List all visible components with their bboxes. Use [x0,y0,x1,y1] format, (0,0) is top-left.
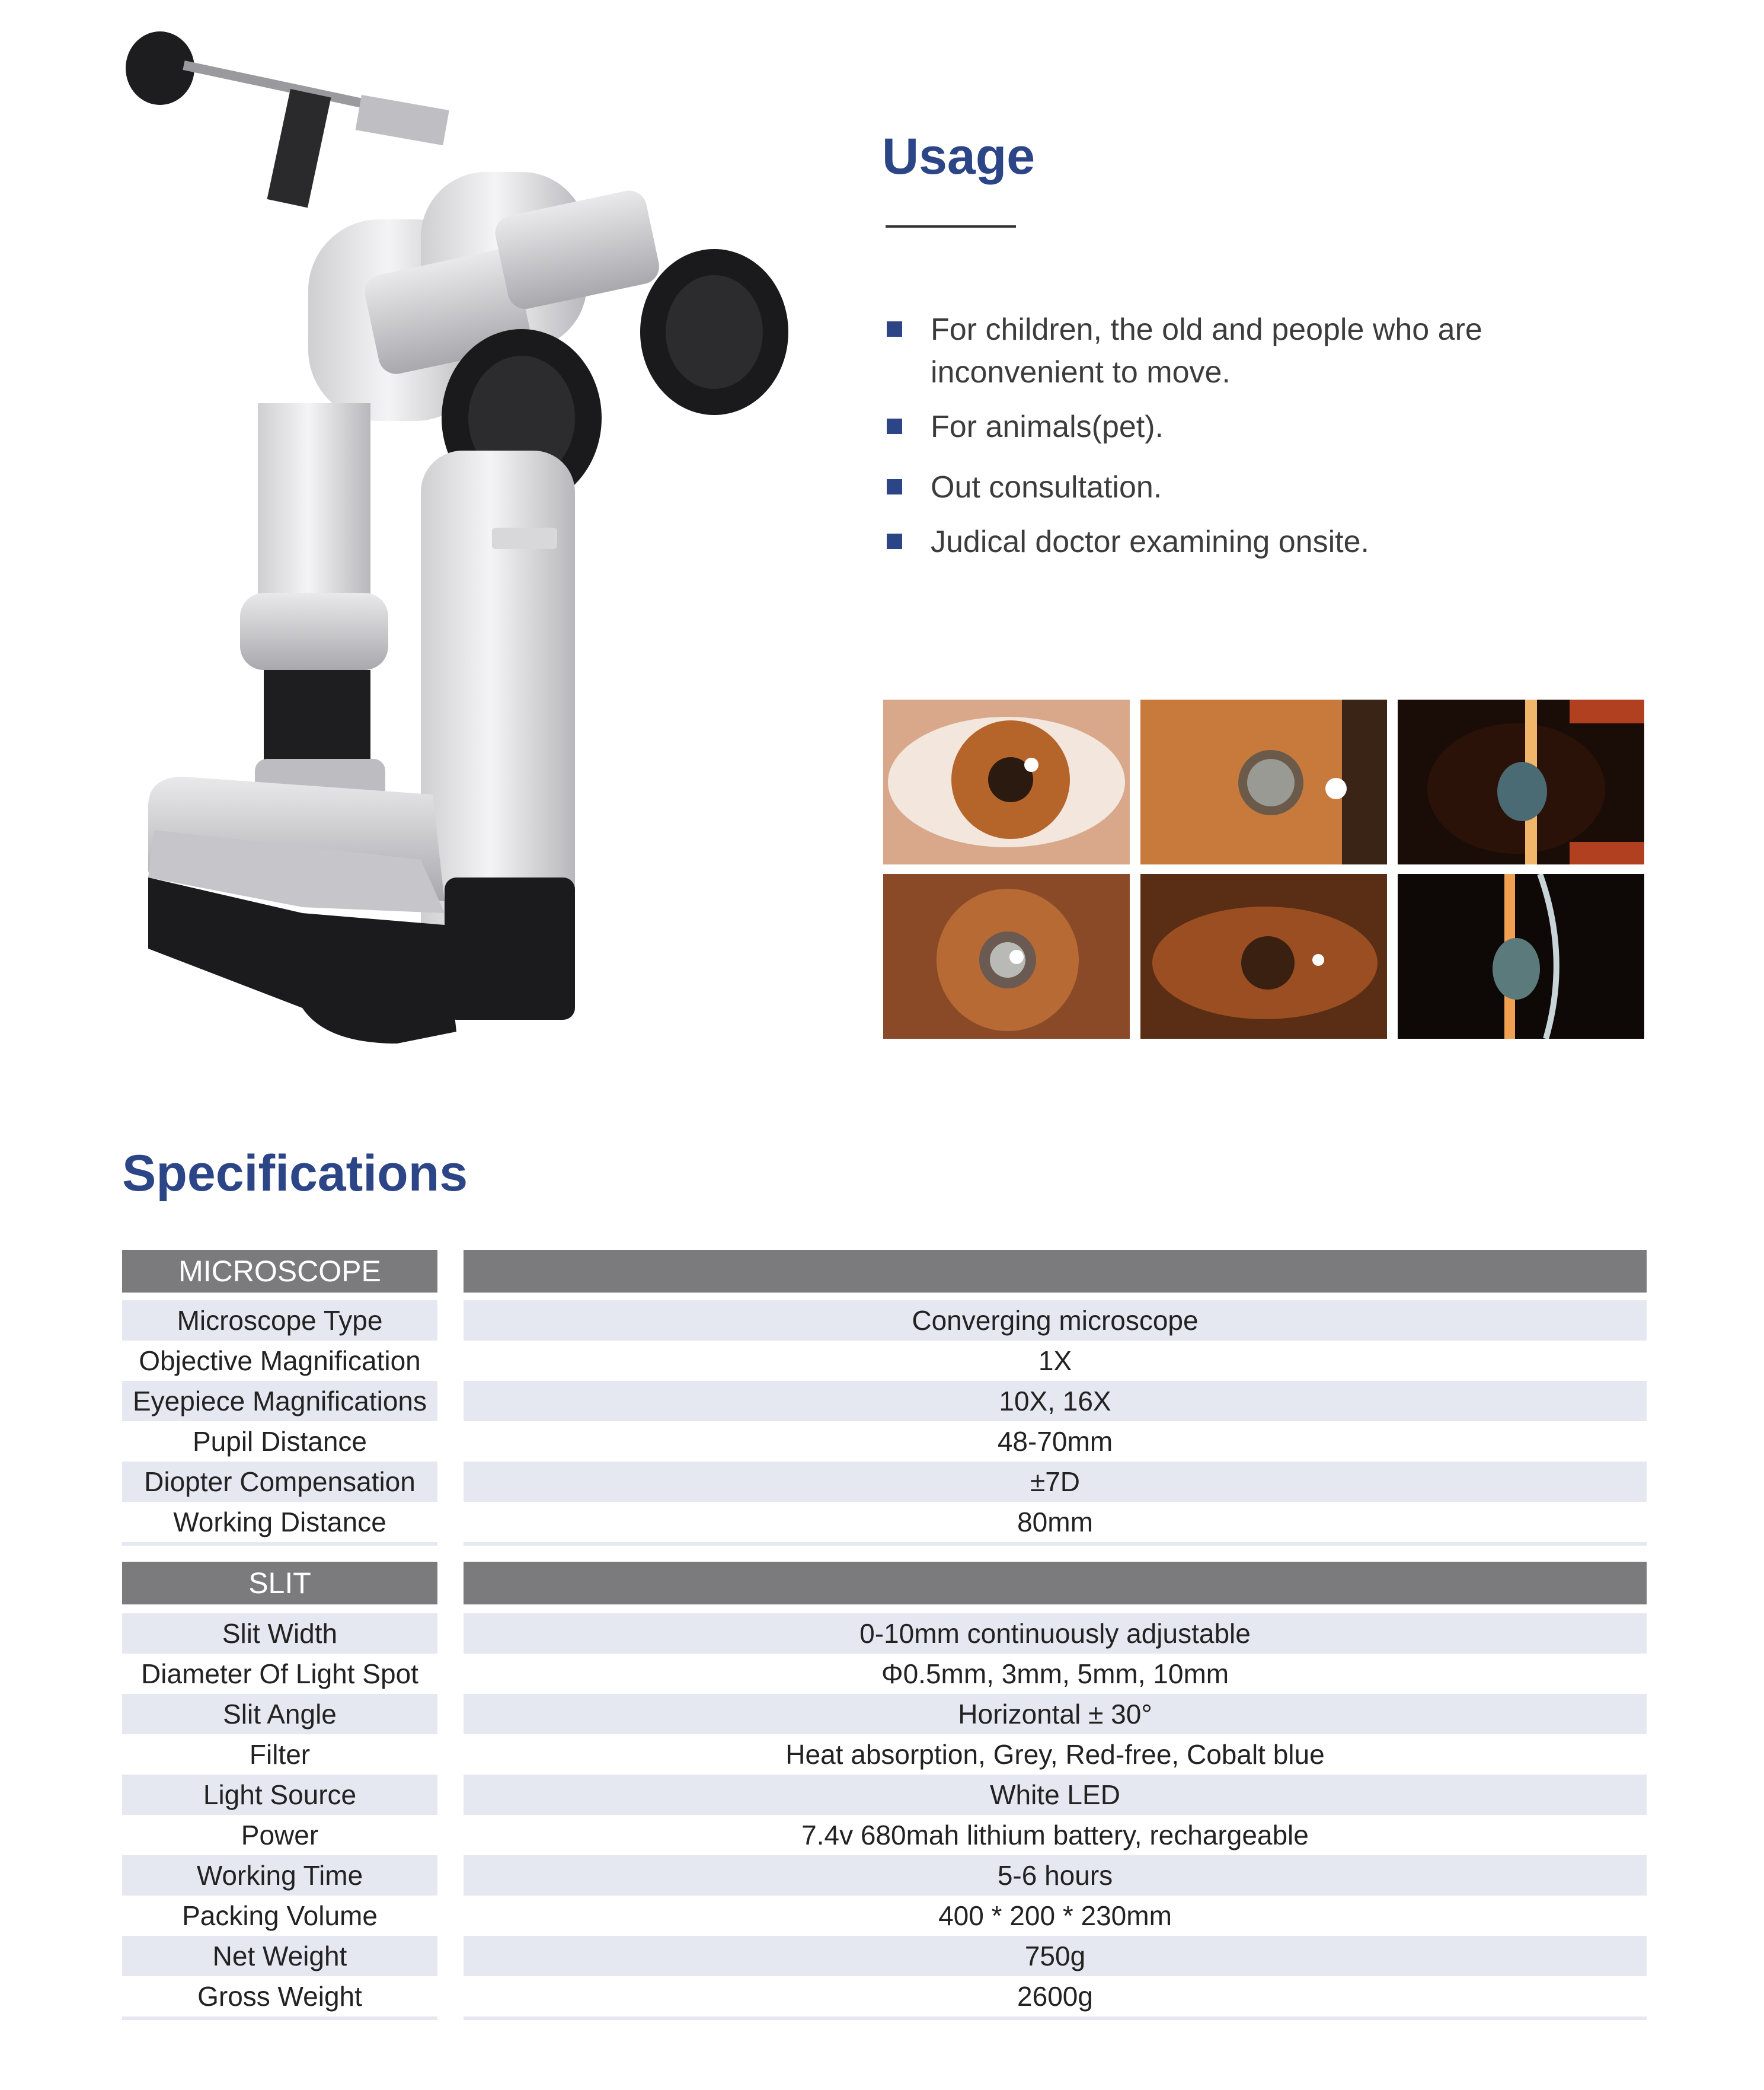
spec-label: Working Distance [173,1507,386,1537]
slit-section-header: SLIT [122,1562,437,1604]
square-bullet-icon [887,321,902,337]
table-divider [464,1542,1647,1546]
spec-label: Filter [249,1739,311,1770]
slit-beam-section-photo [1398,874,1644,1039]
usage-item-text: For children, the old and people who are inconvenient to move. [931,312,1482,390]
usage-item-text: Judical doctor examining onsite. [931,525,1369,559]
spec-label: Microscope Type [122,1300,437,1341]
microscope-section-header: MICROSCOPE [122,1250,437,1293]
spec-label: Light Source [122,1775,437,1815]
usage-item-text: Out consultation. [931,470,1162,505]
spec-label: Packing Volume [182,1900,378,1931]
spec-value: 750g [464,1936,1647,1976]
table-divider [122,1542,437,1546]
spec-value: Φ0.5mm, 3mm, 5mm, 10mm [881,1658,1229,1689]
table-divider [464,2016,1647,2020]
spec-value: ±7D [464,1462,1647,1502]
iris-cataract-photo [883,874,1130,1039]
usage-heading: Usage [882,128,1036,185]
microscope-header-bar [464,1250,1647,1293]
spec-value: Converging microscope [464,1300,1647,1341]
slit-header-bar [464,1562,1647,1604]
spec-label: Eyepiece Magnifications [122,1381,437,1421]
iris-closeup-photo [1140,700,1387,864]
usage-item [883,521,1654,563]
iris-dark-photo [1140,874,1387,1039]
spec-label: Slit Width [122,1613,437,1654]
square-bullet-icon [887,479,902,494]
table-divider [122,2016,437,2020]
usage-item [883,406,1654,448]
spec-label: Objective Magnification [139,1345,421,1376]
spec-label: Net Weight [122,1936,437,1976]
usage-divider [886,225,1016,228]
spec-value: 400 * 200 * 230mm [938,1900,1172,1931]
spec-value: 1X [1038,1345,1072,1376]
spec-label: Working Time [122,1855,437,1896]
spec-value: 7.4v 680mah lithium battery, rechargeable [801,1820,1309,1850]
spec-label: Slit Angle [122,1694,437,1734]
spec-value: 48-70mm [997,1426,1113,1457]
square-bullet-icon [887,534,902,549]
spec-value: Horizontal ± 30° [464,1694,1647,1734]
usage-item [883,308,1654,394]
iris-photo [883,700,1130,864]
spec-label: Gross Weight [197,1981,362,2012]
spec-label: Pupil Distance [192,1426,368,1457]
usage-item [883,466,1654,509]
product-image [113,24,812,1079]
spec-value: 2600g [1017,1981,1093,2012]
usage-item-text: For animals(pet). [931,410,1164,444]
usage-list [883,308,1654,563]
spec-value: 0-10mm continuously adjustable [464,1613,1647,1654]
square-bullet-icon [887,419,902,434]
eye-photo-grid [883,700,1645,1039]
spec-value: 5-6 hours [464,1855,1647,1896]
spec-value: White LED [464,1775,1647,1815]
slit-beam-photo [1398,700,1644,864]
specifications-heading: Specifications [122,1145,468,1202]
spec-label: Diopter Compensation [122,1462,437,1502]
spec-label: Diameter Of Light Spot [141,1658,418,1689]
spec-value: Heat absorption, Grey, Red-free, Cobalt blue [785,1739,1325,1770]
spec-label: Power [241,1820,319,1850]
spec-value: 80mm [1017,1507,1093,1537]
spec-value: 10X, 16X [464,1381,1647,1421]
